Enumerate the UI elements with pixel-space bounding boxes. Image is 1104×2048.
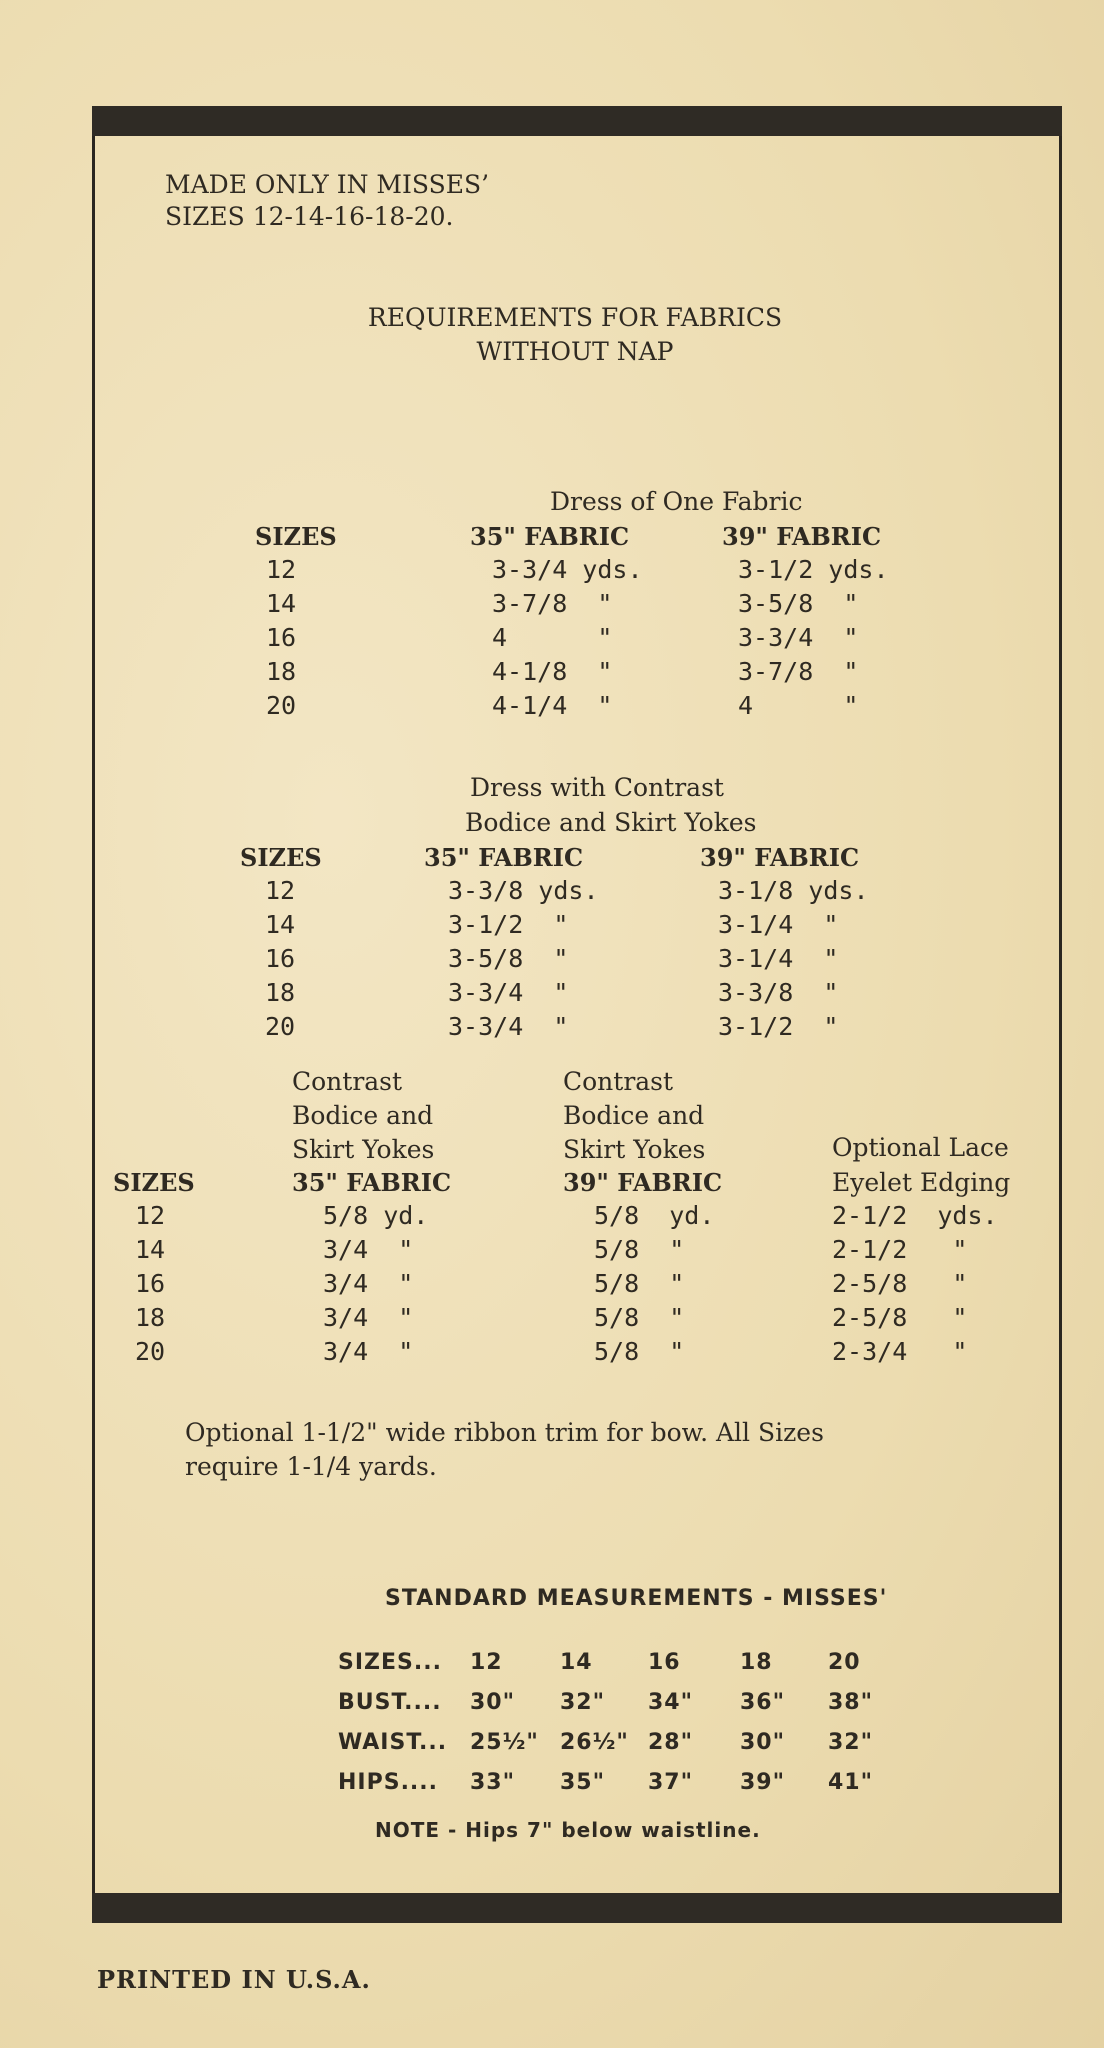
section3-39-cell: 5/8 "	[594, 1269, 685, 1298]
section1-size-cell: 20	[266, 691, 297, 720]
section2-header-sizes: SIZES	[240, 843, 322, 872]
section3-35-cell: 3/4 "	[323, 1235, 414, 1264]
measurement-label: SIZES...	[338, 1650, 442, 1675]
section2-35-cell: 3-3/4 "	[448, 1012, 569, 1041]
section1-35-cell: 4-1/8 "	[492, 657, 613, 686]
measurements-note: NOTE - Hips 7" below waistline.	[375, 1818, 761, 1842]
section2-size-cell: 20	[265, 1012, 296, 1041]
heading-line-2: WITHOUT NAP	[476, 337, 674, 366]
section3-col1-title: Contrast Bodice and Skirt Yokes	[292, 1067, 435, 1164]
section3-header-35: 35" FABRIC	[292, 1168, 452, 1197]
section3-size-cell: 16	[135, 1269, 166, 1298]
section1-39-cell: 3-3/4 "	[738, 623, 859, 652]
measurement-value: 35"	[560, 1770, 606, 1795]
measurement-value: 30"	[470, 1690, 516, 1715]
measurement-value: 32"	[828, 1730, 874, 1755]
section1-title: Dress of One Fabric	[550, 487, 803, 516]
measurement-label: WAIST...	[338, 1730, 448, 1755]
section1-35-cell: 3-7/8 "	[492, 589, 613, 618]
measurement-value: 37"	[648, 1770, 694, 1795]
section2-39-cell: 3-3/8 "	[718, 978, 839, 1007]
section3-col2-title: Contrast Bodice and Skirt Yokes	[563, 1067, 706, 1164]
section3-35-cell: 3/4 "	[323, 1269, 414, 1298]
section2-size-cell: 12	[265, 876, 296, 905]
section2-35-cell: 3-1/2 "	[448, 910, 569, 939]
measurement-label: BUST....	[338, 1690, 442, 1715]
section1-35-cell: 4 "	[492, 623, 613, 652]
section3-lace-cell: 2-3/4 "	[832, 1337, 968, 1366]
ribbon-note-line-2: require 1-1/4 yards.	[185, 1452, 437, 1481]
printed-in-usa: PRINTED IN U.S.A.	[97, 1965, 371, 1994]
section1-size-cell: 14	[266, 589, 297, 618]
section1-header-35: 35" FABRIC	[470, 522, 630, 551]
section3-39-cell: 5/8 "	[594, 1303, 685, 1332]
section3-39-cell: 5/8 yd.	[594, 1201, 715, 1230]
section3-size-cell: 14	[135, 1235, 166, 1264]
section1-header-39: 39" FABRIC	[722, 522, 882, 551]
section2-title-1: Dress with Contrast	[470, 773, 724, 802]
page-frame	[92, 108, 1062, 1908]
section2-39-cell: 3-1/4 "	[718, 944, 839, 973]
section3-size-cell: 12	[135, 1201, 166, 1230]
section2-header-39: 39" FABRIC	[700, 843, 860, 872]
section3-39-cell: 5/8 "	[594, 1337, 685, 1366]
section2-39-cell: 3-1/2 "	[718, 1012, 839, 1041]
measurement-value: 18	[740, 1650, 773, 1675]
section2-35-cell: 3-3/4 "	[448, 978, 569, 1007]
measurement-value: 32"	[560, 1690, 606, 1715]
measurements-title: STANDARD MEASUREMENTS - MISSES'	[385, 1586, 888, 1611]
section1-39-cell: 3-5/8 "	[738, 589, 859, 618]
section2-35-cell: 3-3/8 yds.	[448, 876, 599, 905]
measurement-value: 33"	[470, 1770, 516, 1795]
measurement-value: 12	[470, 1650, 503, 1675]
bottom-rule	[92, 1893, 1062, 1923]
section3-lace-cell: 2-5/8 "	[832, 1303, 968, 1332]
measurement-value: 28"	[648, 1730, 694, 1755]
section1-header-sizes: SIZES	[255, 522, 337, 551]
section3-lace-cell: 2-1/2 yds.	[832, 1201, 998, 1230]
measurement-value: 25½"	[470, 1730, 539, 1755]
section2-35-cell: 3-5/8 "	[448, 944, 569, 973]
section1-35-cell: 3-3/4 yds.	[492, 555, 643, 584]
section3-size-cell: 18	[135, 1303, 166, 1332]
measurement-value: 20	[828, 1650, 861, 1675]
section1-39-cell: 3-7/8 "	[738, 657, 859, 686]
intro-line-2: SIZES 12-14-16-18-20.	[165, 202, 454, 231]
section1-35-cell: 4-1/4 "	[492, 691, 613, 720]
heading-line-1: REQUIREMENTS FOR FABRICS	[367, 303, 783, 332]
section3-lace-cell: 2-5/8 "	[832, 1269, 968, 1298]
section3-header-sizes: SIZES	[113, 1168, 195, 1197]
section2-size-cell: 16	[265, 944, 296, 973]
section3-header-lace: Eyelet Edging	[832, 1168, 1011, 1197]
section1-39-cell: 3-1/2 yds.	[738, 555, 889, 584]
measurement-value: 14	[560, 1650, 593, 1675]
section3-col3-title: Optional Lace	[832, 1133, 1009, 1162]
measurement-label: HIPS....	[338, 1770, 438, 1795]
section1-39-cell: 4 "	[738, 691, 859, 720]
section3-35-cell: 3/4 "	[323, 1337, 414, 1366]
section3-lace-cell: 2-1/2 "	[832, 1235, 968, 1264]
measurement-value: 36"	[740, 1690, 786, 1715]
section2-39-cell: 3-1/4 "	[718, 910, 839, 939]
section1-size-cell: 16	[266, 623, 297, 652]
intro-line-1: MADE ONLY IN MISSES’	[165, 170, 490, 199]
measurement-value: 38"	[828, 1690, 874, 1715]
measurement-value: 39"	[740, 1770, 786, 1795]
section3-39-cell: 5/8 "	[594, 1235, 685, 1264]
measurement-value: 16	[648, 1650, 681, 1675]
top-rule	[92, 106, 1062, 136]
section2-size-cell: 18	[265, 978, 296, 1007]
section2-header-35: 35" FABRIC	[424, 843, 584, 872]
measurement-value: 41"	[828, 1770, 874, 1795]
section3-35-cell: 3/4 "	[323, 1303, 414, 1332]
section2-title-2: Bodice and Skirt Yokes	[465, 808, 757, 837]
section2-size-cell: 14	[265, 910, 296, 939]
measurement-value: 34"	[648, 1690, 694, 1715]
section1-size-cell: 12	[266, 555, 297, 584]
section1-size-cell: 18	[266, 657, 297, 686]
section3-35-cell: 5/8 yd.	[323, 1201, 429, 1230]
measurement-value: 30"	[740, 1730, 786, 1755]
section2-39-cell: 3-1/8 yds.	[718, 876, 869, 905]
measurement-value: 26½"	[560, 1730, 629, 1755]
section3-header-39: 39" FABRIC	[563, 1168, 723, 1197]
section3-size-cell: 20	[135, 1337, 166, 1366]
ribbon-note-line-1: Optional 1-1/2" wide ribbon trim for bow. All Sizes	[185, 1418, 824, 1447]
